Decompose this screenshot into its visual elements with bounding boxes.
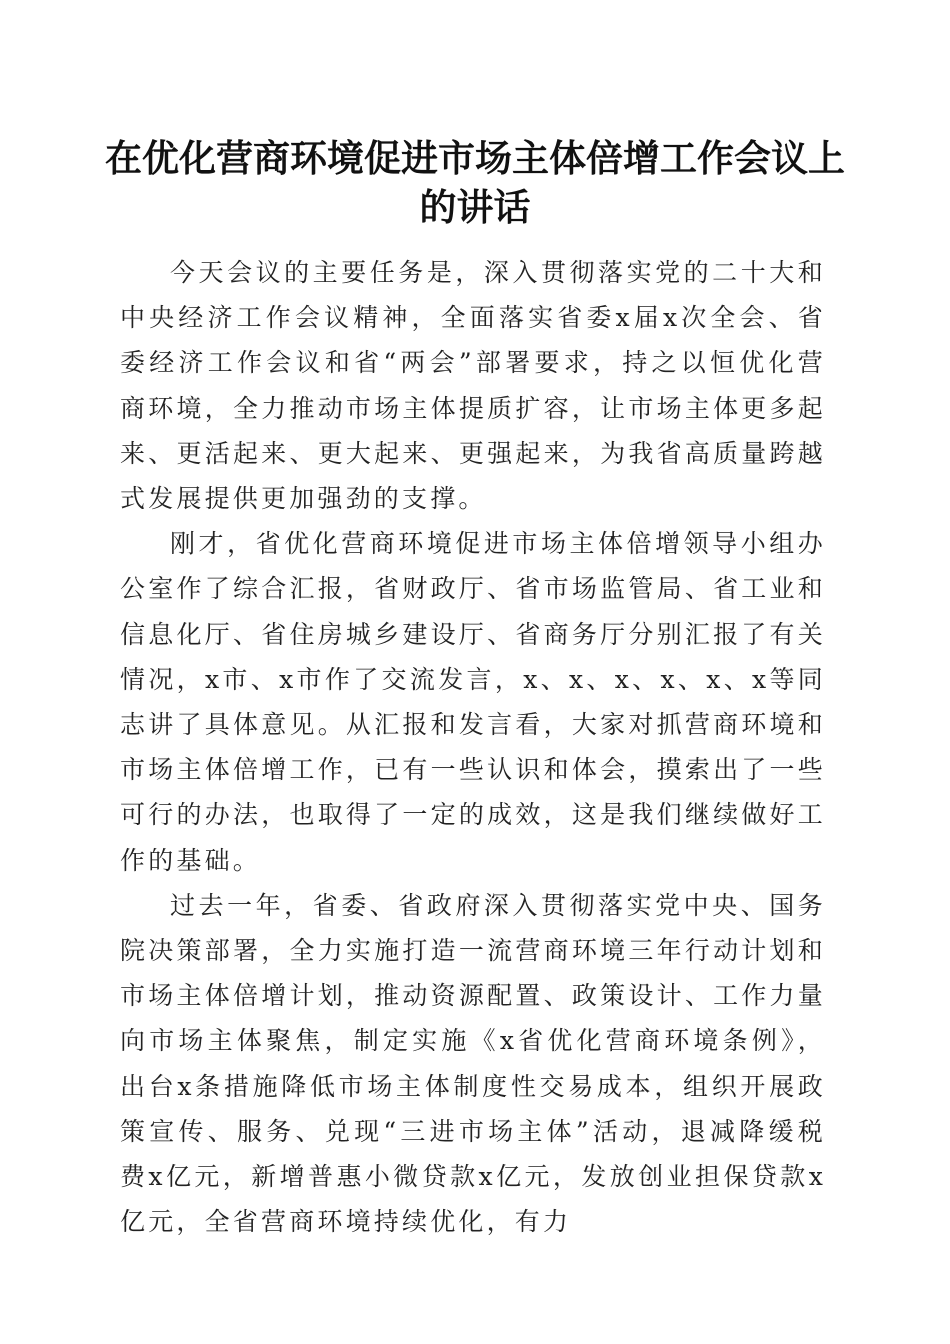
title-line-1: 在优化营商环境促进市场主体倍增工作会议上 [105, 136, 845, 180]
paragraph-3: 过去一年，省委、省政府深入贯彻落实党中央、国务院决策部署，全力实施打造一流营商环境三年行动计划和市场主体倍增计划，推动资源配置、政策设计、工作力量向市场主体聚焦，制定实施《x省优化营商环境条例》，出台x条措施降低市场主体制度性交易成本，组织开展政策宣传、服务、兑现“三进市场主体”活动，退减降缓税费x亿元，新增普惠小微贷款x亿元，发放创业担保贷款x亿元，全省营商环境持续优化，有力 [120, 890, 826, 1237]
paragraph-2: 刚才，省优化营商环境促进市场主体倍增领导小组办公室作了综合汇报，省财政厅、省市场监管局、省工业和信息化厅、省住房城乡建设厅、省商务厅分别汇报了有关情况，x市、x市作了交流发言，x、x、x、x、x、x等同志讲了具体意见。从汇报和发言看，大家对抓营商环境和市场主体倍增工作，已有一些认识和体会，摸索出了一些可行的办法，也取得了一定的成效，这是我们继续做好工作的基础。 [120, 529, 826, 875]
title-line-2: 的讲话 [419, 185, 531, 229]
document-body [120, 250, 826, 1244]
paragraph-1: 今天会议的主要任务是，深入贯彻落实党的二十大和中央经济工作会议精神，全面落实省委x届x次全会、省委经济工作会议和省“两会”部署要求，持之以恒优化营商环境，全力推动市场主体提质扩容，让市场主体更多起来、更活起来、更大起来、更强起来，为我省高质量跨越式发展提供更加强劲的支撑。 [120, 258, 826, 514]
document-title [100, 134, 850, 232]
